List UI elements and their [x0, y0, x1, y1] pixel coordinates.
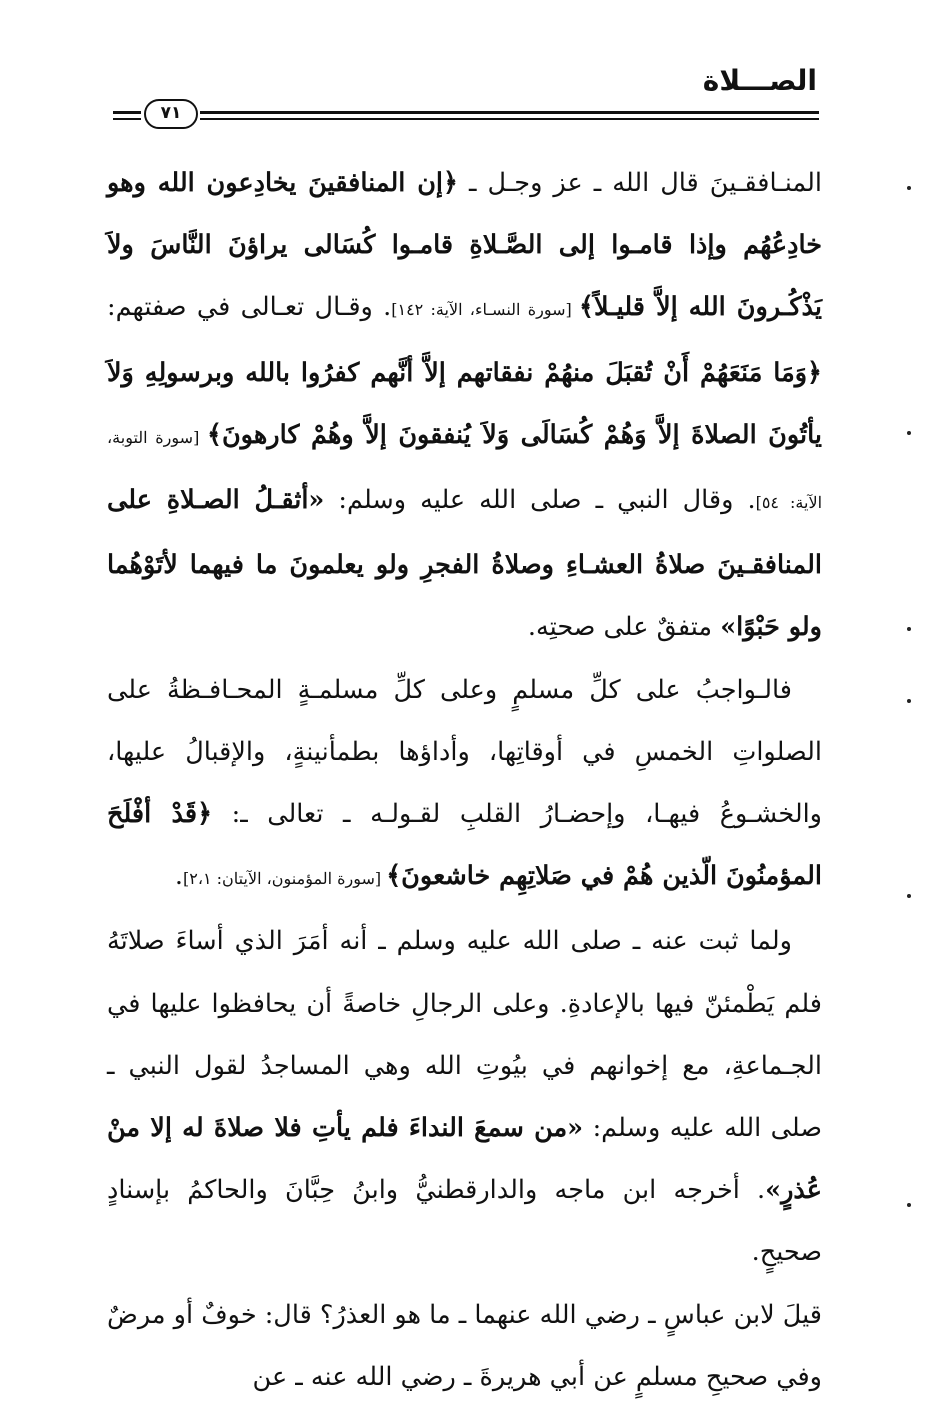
- margin-dot: [907, 431, 911, 435]
- body-text-segment: ولما ثبت عنه ـ صلى الله عليه وسلم ـ أنه أمَرَ الذي أساءَ صلاتَهُ فلم يَطْمئنّ فيها بالإعادةِ. وعلى الرجالِ خاصةً أن يحافظوا عليها في الجـماعةِ، مع إخوانهم في بيُوتِ الله وهي المساجدُ لقول النبي ـ صلى الله عليه وسلم:: [107, 926, 823, 1144]
- header-rule-left-top: [113, 111, 141, 114]
- quran-verse: ﴿وَمَا مَنَعَهُمْ أَنْ تُقبَلَ منهُمْ نفقاتهم إلاَّ أنَّهم كفرُوا بالله وبرسولِهِ وَلاَ يأتُونَ الصلاةَ إلاَّ وَهُمْ كُسَالَى وَلاَ يُنفقونَ إلاَّ وهُمْ كارهونَ﴾: [107, 357, 822, 450]
- header-rule-top: [200, 111, 819, 114]
- margin-dot: [907, 186, 911, 190]
- body-text: [107, 152, 822, 1408]
- body-text-segment: . وقال النبي ـ صلى الله عليه وسلم:: [324, 485, 756, 516]
- hadith-quote: «أثقـلُ الصـلاةِ على المنافقـينَ صلاةُ العشـاءِ وصلاةُ الفجرِ ولو يعلمونَ ما فيهما لأتَوْهُما ولو حَبْوًا»: [107, 485, 822, 643]
- quran-verse: ﴿إن المنافقينَ يخادِعون الله وهو خادِعُهُم وإذا قامـوا إلى الصَّـلاةِ قامـوا كُسَالى يراؤنَ النَّاسَ ولاَ يَذْكُـرونَ الله إلاَّ قليـلاً﴾: [107, 168, 822, 323]
- body-text-segment: المنـافقـينَ قال الله ـ عز وجـل ـ: [457, 168, 822, 198]
- quran-verse: ﴿قَدْ أفْلَحَ المؤمنُونَ الّذين هُمْ في صَلاتِهِم خاشعونَ﴾: [107, 799, 822, 892]
- verse-reference: [سورة النسـاء، الآية: ١٤٢]: [391, 300, 580, 320]
- body-text-segment: . أخرجه ابن ماجه والدارقطنيُّ وابنُ حِبَّانَ والحاكمُ بإسنادٍ صحيحٍ.: [107, 1175, 822, 1268]
- margin-dot: [907, 1203, 911, 1207]
- verse-reference: [سورة المؤمنون، الآيتان: ٢،١]: [182, 869, 387, 889]
- margin-dot: [907, 699, 911, 703]
- header-rule-left-bottom: [113, 118, 141, 120]
- margin-dot: [907, 627, 911, 631]
- body-text-segment: متفقٌ على صحتِه.: [527, 612, 721, 643]
- page-header-title: الصـــلاة: [702, 64, 817, 97]
- paragraph-1: [107, 152, 822, 659]
- body-text-segment: .: [174, 861, 183, 892]
- body-text-segment: . وقـال تعـالى في صفتهم:: [107, 292, 392, 323]
- margin-dot: [907, 894, 911, 898]
- verse-reference: [سورة التوبة، الآية: ٥٤]: [107, 427, 823, 513]
- body-text-segment: قيلَ لابن عباسٍ ـ رضي الله عنهما ـ ما هو العذرُ؟ قال: خوفٌ أو مرضٌ وفي صحيحِ مسلمٍ عن أبي هريرةَ ـ رضي الله عنه ـ عن: [107, 1299, 822, 1392]
- paragraph-4: [107, 1284, 822, 1408]
- paragraph-3: [107, 910, 822, 1283]
- paragraph-2: [107, 659, 822, 911]
- body-text-segment: فالـواجبُ على كلِّ مسلمٍ وعلى كلِّ مسلمـةٍ المحـافـظةُ على الصلواتِ الخمسِ في أوقاتِها، وأداؤها بطمأنينةٍ، والإقبالُ عليها، والخشـوعُ فيهـا، وإحضـارُ القلبِ لقـولـه ـ تعالى ـ:: [107, 674, 822, 830]
- page-number: ٧١: [144, 99, 198, 129]
- hadith-quote: «من سمعَ النداءَ فلم يأتِ فلا صلاةَ له إلا منْ عُذرٍ»: [107, 1113, 822, 1206]
- header-rule-bottom: [200, 118, 819, 120]
